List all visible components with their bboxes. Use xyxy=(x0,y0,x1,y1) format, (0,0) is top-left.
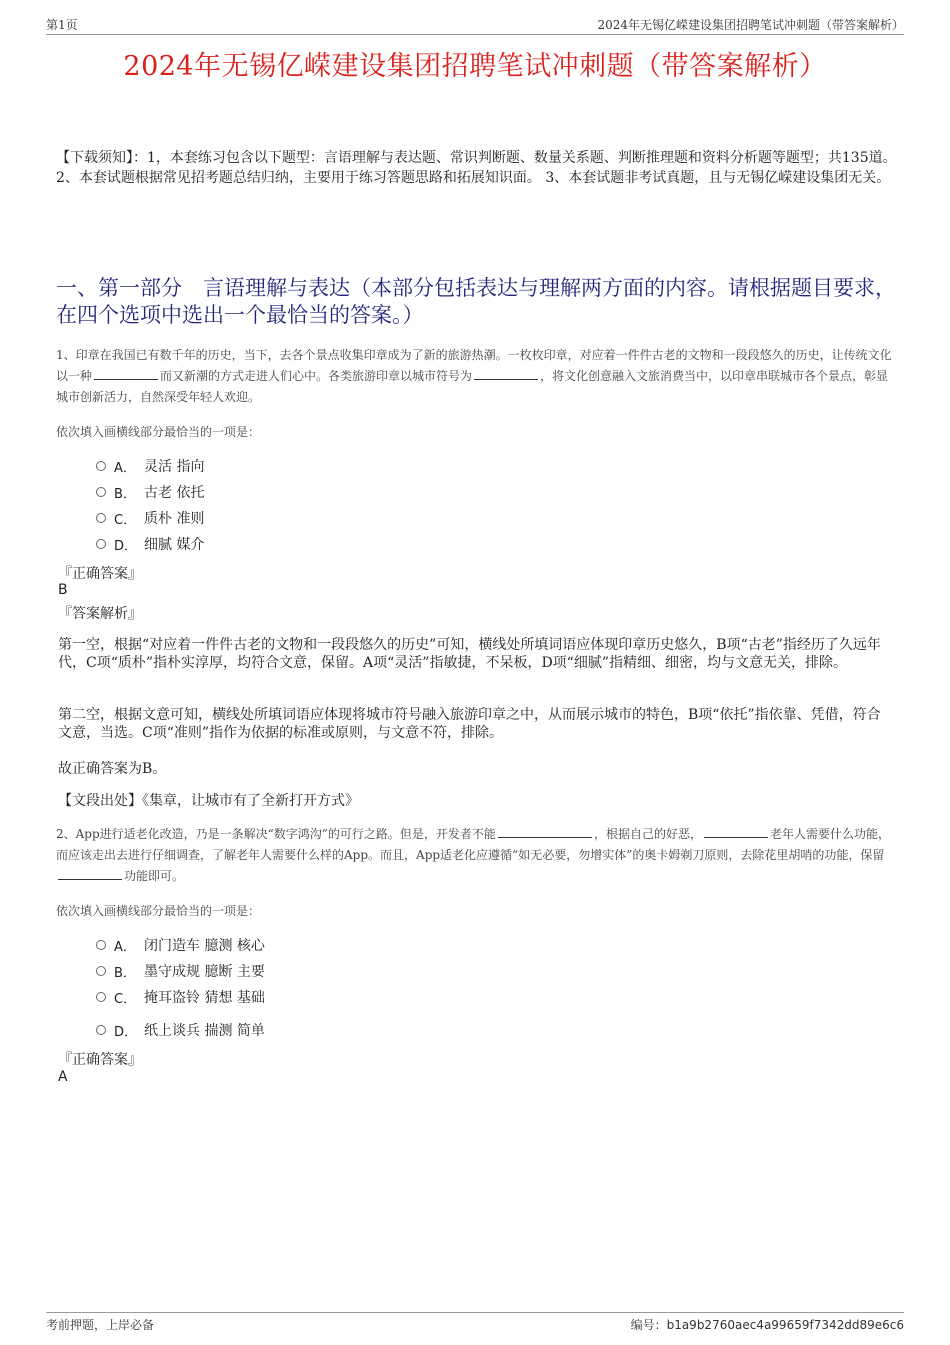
source-citation: 【文段出处】《集章，让城市有了全新打开方式》 xyxy=(58,793,359,809)
download-notice: 【下载须知】：1，本套练习包含以下题型：言语理解与表达题、常识判断题、数量关系题、判断推理题和资料分析题等题型；共135道。 2、本套试题根据常见招考题总结归纳，主要用于练习答题思路和拓展知识面。 3、本套试题非考试真题，且与无锡亿嵘建设集团无关。 xyxy=(56,150,897,186)
question-2-option-d[interactable]: D． 纸上谈兵 揣测 简单 xyxy=(96,1021,265,1039)
question-2-answer: A xyxy=(58,1069,68,1085)
fill-blank xyxy=(94,367,158,380)
question-1-option-c[interactable]: C． 质朴 准则 xyxy=(96,509,204,527)
radio-icon[interactable] xyxy=(96,966,106,976)
question-2-text-b: ，根据自己的好恶， xyxy=(593,827,702,841)
radio-icon[interactable] xyxy=(96,1025,106,1035)
question-2-option-c[interactable]: C． 掩耳盗铃 猜想 基础 xyxy=(96,988,265,1006)
fill-blank xyxy=(58,867,122,880)
footer-slogan: 考前押题，上岸必备 xyxy=(46,1318,155,1332)
document-title: 2024年无锡亿嵘建设集团招聘笔试冲刺题（带答案解析） xyxy=(123,51,827,82)
question-1-option-a[interactable]: A． 灵活 指向 xyxy=(96,457,204,475)
page-footer xyxy=(46,1312,904,1333)
question-1-text xyxy=(56,345,900,408)
page-number: 第1页 xyxy=(46,18,78,32)
question-2-text-d: 功能即可。 xyxy=(124,869,185,883)
page-header xyxy=(46,14,904,35)
question-1-answer-label: 『正确答案』 xyxy=(58,566,142,582)
radio-icon[interactable] xyxy=(96,513,106,523)
section-heading: 一、第一部分 言语理解与表达（本部分包括表达与理解两方面的内容。请根据题目要求，在四个选项中选出一个最恰当的答案。） xyxy=(56,276,896,327)
radio-icon[interactable] xyxy=(96,487,106,497)
footer-code xyxy=(631,1316,904,1333)
question-2-prompt: 依次填入画横线部分最恰当的一项是： xyxy=(56,904,261,918)
analysis-paragraph: 第二空，根据文意可知，横线处所填词语应体现将城市符号融入旅游印章之中，从而展示城市的特色，B项“依托”指依靠、凭借，符合文意，当选。C项“准则”指作为依据的标准或原则，与文意不符，排除。 xyxy=(58,707,881,741)
radio-icon[interactable] xyxy=(96,940,106,950)
radio-icon[interactable] xyxy=(96,539,106,549)
header-doc-title: 2024年无锡亿嵘建设集团招聘笔试冲刺题（带答案解析） xyxy=(597,18,904,32)
question-2-text-a: 2、App进行适老化改造，乃是一条解决“数字鸿沟”的可行之路。但是，开发者不能 xyxy=(56,827,496,841)
question-1-text-b: 而又新潮的方式走进人们心中。各类旅游印章以城市符号为 xyxy=(160,369,473,383)
radio-icon[interactable] xyxy=(96,461,106,471)
question-2-answer-label: 『正确答案』 xyxy=(58,1052,142,1068)
fill-blank xyxy=(704,825,768,838)
question-1-text-a: 1、印章在我国已有数千年的历史，当下，去各个景点收集印章成为了新的旅游热潮。一枚枚印章，对应着一件件古老的文物和一段段悠久的历史，让传统文化以一种 xyxy=(56,348,892,383)
question-2-option-a[interactable]: A． 闭门造车 臆测 核心 xyxy=(96,936,265,954)
footer-code-value: b1a9b2760aec4a99659f7342dd89e6c6 xyxy=(666,1318,904,1332)
question-2-text xyxy=(56,824,900,887)
analysis-paragraph: 第一空，根据“对应着一件件古老的文物和一段段悠久的历史”可知，横线处所填词语应体现印章历史悠久，B项“古老”指经历了久远年代，C项“质朴”指朴实淳厚，均符合文意，保留。A项“灵活”指敏捷，不呆板，D项“细腻”指精细、细密，均与文意无关，排除。 xyxy=(58,637,881,671)
question-1-option-b[interactable]: B． 古老 依托 xyxy=(96,483,204,501)
footer-code-label: 编号： xyxy=(630,1318,667,1332)
question-1-answer: B xyxy=(58,582,68,598)
question-2-text-c: 老年人需要什么功能，而应该走出去进行仔细调查，了解老年人需要什么样的App。而且，App适老化应遵循“如无必要，勿增实体”的奥卡姆剃刀原则，去除花里胡哨的功能，保留 xyxy=(56,827,890,862)
question-1-analysis-label: 『答案解析』 xyxy=(58,606,142,622)
question-1-text-c: ，将文化创意融入文旅消费当中，以印章串联城市各个景点，彰显城市创新活力，自然深受年轻人欢迎。 xyxy=(56,369,889,404)
fill-blank xyxy=(474,367,538,380)
question-1-prompt: 依次填入画横线部分最恰当的一项是： xyxy=(56,425,261,439)
question-2-option-b[interactable]: B． 墨守成规 臆断 主要 xyxy=(96,962,265,980)
question-1-option-d[interactable]: D． 细腻 媒介 xyxy=(96,535,204,553)
fill-blank xyxy=(498,825,592,838)
analysis-conclusion: 故正确答案为B。 xyxy=(58,761,167,777)
radio-icon[interactable] xyxy=(96,992,106,1002)
